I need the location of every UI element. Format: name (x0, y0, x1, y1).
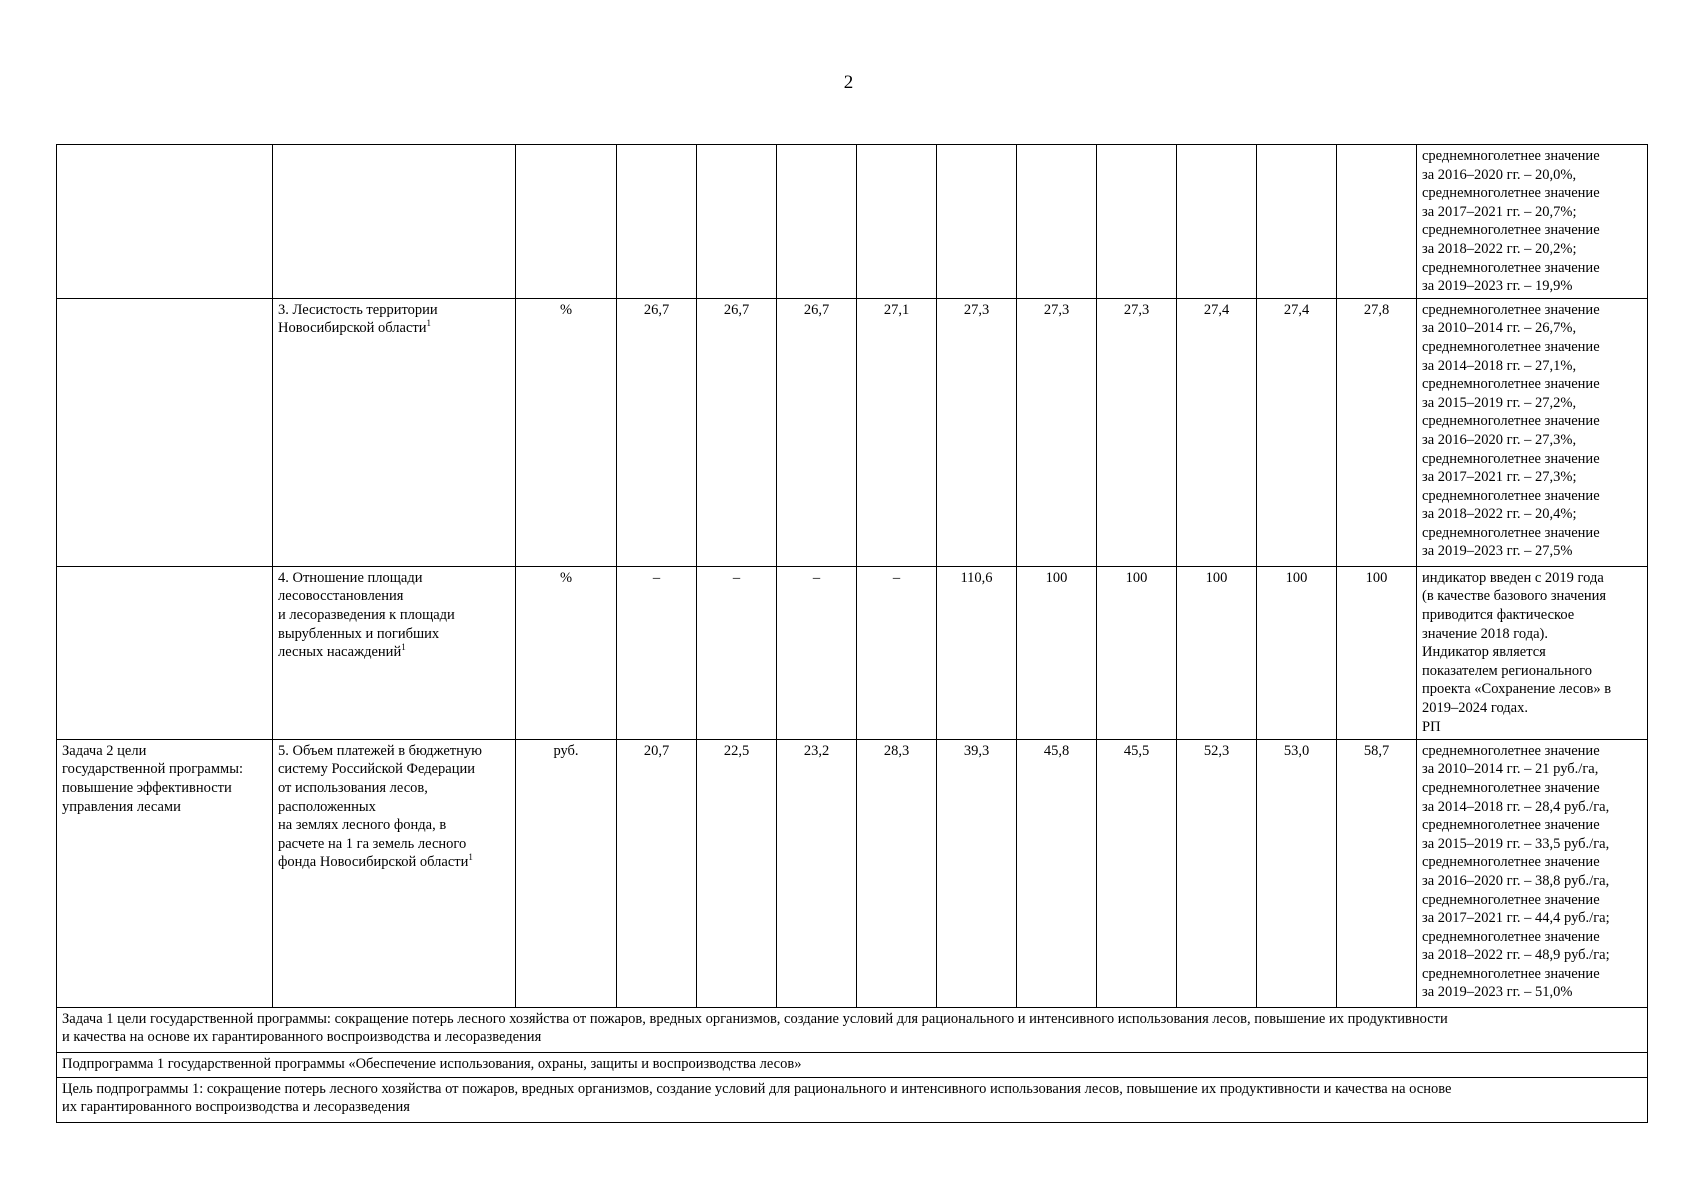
text-line-content: за 2014–2018 гг. – 28,4 руб./га, (1422, 798, 1610, 815)
value-cell: 52,3 (1177, 739, 1257, 1007)
text-line (278, 643, 510, 662)
value-cell: 53,0 (1257, 739, 1337, 1007)
value-cell: – (697, 566, 777, 739)
text-line-content: повышение эффективности (62, 779, 232, 796)
text-line-content: среднемноголетнее значение (1422, 450, 1600, 467)
text-line (1422, 240, 1642, 259)
text-line (1422, 606, 1642, 625)
text-line-content: Задача 1 цели государственной программы: сокращение потерь лесного хозяйства от пожаров, вредных организмов, создание условий для рационального и интенсивного использования лесов, повышение их продуктивности (62, 1010, 1448, 1027)
text-line (278, 798, 510, 817)
text-line (1422, 983, 1642, 1002)
text-line (1422, 319, 1642, 338)
text-line-content: среднемноголетнее значение (1422, 928, 1600, 945)
value-cell: – (857, 566, 937, 739)
value-cell (1097, 145, 1177, 299)
text-line (1422, 909, 1642, 928)
text-line-content: среднемноголетнее значение (1422, 817, 1600, 834)
value-cell: 27,4 (1177, 298, 1257, 566)
text-line (1422, 147, 1642, 166)
text-line (1422, 301, 1642, 320)
section-cell (57, 1077, 1648, 1122)
value-cell: 39,3 (937, 739, 1017, 1007)
table-row (57, 298, 1648, 566)
value-cell: 100 (1257, 566, 1337, 739)
text-line (278, 587, 510, 606)
indicator-cell (273, 566, 516, 739)
text-line-content: среднемноголетнее значение (1422, 222, 1600, 239)
text-line-content: за 2016–2020 гг. – 27,3%, (1422, 431, 1577, 448)
text-line-content: за 2014–2018 гг. – 27,1%, (1422, 357, 1577, 374)
text-line-content: среднемноголетнее значение (1422, 338, 1600, 355)
text-line (1422, 718, 1642, 737)
text-line (278, 301, 510, 320)
note-cell (1417, 145, 1648, 299)
text-line-content: систему Российской Федерации (278, 761, 476, 778)
text-line-content: Индикатор является (1422, 644, 1546, 661)
text-line (1422, 184, 1642, 203)
footnote-marker: 1 (468, 852, 473, 863)
text-line-content: значение 2018 года). (1422, 625, 1548, 642)
text-line-content: среднемноголетнее значение (1422, 376, 1600, 393)
value-cell: 26,7 (777, 298, 857, 566)
indicators-table (56, 144, 1648, 1123)
text-line (278, 779, 510, 798)
text-line-content: (в качестве базового значения (1422, 588, 1607, 605)
text-line (1422, 431, 1642, 450)
text-line (1422, 699, 1642, 718)
text-line-content: приводится фактическое (1422, 606, 1575, 623)
indicator-cell (273, 145, 516, 299)
text-line-content: управления лесами (62, 798, 181, 815)
text-line-content: среднемноголетнее значение (1422, 891, 1600, 908)
section-cell (57, 1007, 1648, 1052)
text-line-content: 2019–2024 годах. (1422, 699, 1528, 716)
text-line-content: за 2015–2019 гг. – 33,5 руб./га, (1422, 835, 1610, 852)
value-cell: 100 (1177, 566, 1257, 739)
text-line-content: лесных насаждений (278, 644, 402, 661)
text-line-content: лесовосстановления (278, 588, 404, 605)
value-cell (1337, 145, 1417, 299)
text-line (1422, 259, 1642, 278)
text-line (1422, 643, 1642, 662)
text-line (1422, 853, 1642, 872)
value-cell: 100 (1017, 566, 1097, 739)
text-line (62, 798, 267, 817)
text-line (62, 1055, 1642, 1074)
table-row (57, 145, 1648, 299)
value-cell: 22,5 (697, 739, 777, 1007)
value-cell: 58,7 (1337, 739, 1417, 1007)
value-cell: 28,3 (857, 739, 937, 1007)
text-line-content: расчете на 1 га земель лесного (278, 835, 467, 852)
text-line-content: среднемноголетнее значение (1422, 301, 1600, 318)
text-line (1422, 662, 1642, 681)
text-line-content: за 2018–2022 гг. – 20,4%; (1422, 506, 1577, 523)
indicator-cell (273, 739, 516, 1007)
text-line-content: среднемноголетнее значение (1422, 524, 1600, 541)
text-line (1422, 587, 1642, 606)
text-line (1422, 542, 1642, 561)
text-line-content: и качества на основе их гарантированного воспроизводства и лесоразведения (62, 1029, 542, 1046)
text-line (1422, 221, 1642, 240)
text-line (278, 625, 510, 644)
value-cell (1177, 145, 1257, 299)
text-line (278, 760, 510, 779)
text-line (1422, 680, 1642, 699)
text-line (278, 569, 510, 588)
text-line-content: Цель подпрограммы 1: сокращение потерь лесного хозяйства от пожаров, вредных организмов, создание условий для рационального и интенсивного использования лесов, повышение их продуктивности и качества на основе (62, 1080, 1452, 1097)
text-line-content: Задача 2 цели (62, 742, 147, 759)
task-cell (57, 739, 273, 1007)
text-line (1422, 760, 1642, 779)
value-cell: – (617, 566, 697, 739)
text-line (62, 1028, 1642, 1047)
text-line-content: 4. Отношение площади (278, 569, 423, 586)
text-line-content: за 2010–2014 гг. – 21 руб./га, (1422, 761, 1599, 778)
text-line (1422, 394, 1642, 413)
text-line-content: вырубленных и погибших (278, 625, 440, 642)
value-cell (1017, 145, 1097, 299)
text-line (278, 816, 510, 835)
value-cell (697, 145, 777, 299)
unit-cell: руб. (516, 739, 617, 1007)
value-cell: 27,8 (1337, 298, 1417, 566)
value-cell: 27,4 (1257, 298, 1337, 566)
text-line-content: их гарантированного воспроизводства и лесоразведения (62, 1099, 410, 1116)
text-line-content: за 2018–2022 гг. – 20,2%; (1422, 240, 1577, 257)
unit-cell: % (516, 298, 617, 566)
text-line (1422, 928, 1642, 947)
text-line-content: за 2017–2021 гг. – 20,7%; (1422, 203, 1577, 220)
text-line (1422, 891, 1642, 910)
text-line (62, 779, 267, 798)
text-line-content: среднемноголетнее значение (1422, 779, 1600, 796)
text-line-content: проекта «Сохранение лесов» в (1422, 681, 1612, 698)
text-line (1422, 505, 1642, 524)
section-row (57, 1052, 1648, 1077)
footnote-marker: 1 (401, 642, 406, 653)
text-line-content: фонда Новосибирской области (278, 854, 469, 871)
text-line-content: 5. Объем платежей в бюджетную (278, 742, 482, 759)
text-line-content: Подпрограмма 1 государственной программы «Обеспечение использования, охраны, защиты и воспроизводства лесов» (62, 1055, 802, 1072)
value-cell: 110,6 (937, 566, 1017, 739)
text-line (1422, 203, 1642, 222)
text-line (278, 835, 510, 854)
text-line-content: среднемноголетнее значение (1422, 185, 1600, 202)
value-cell: 27,3 (1017, 298, 1097, 566)
text-line-content: за 2019–2023 гг. – 51,0% (1422, 984, 1573, 1001)
value-cell: 27,3 (937, 298, 1017, 566)
value-cell: 27,1 (857, 298, 937, 566)
text-line (1422, 450, 1642, 469)
text-line (1422, 779, 1642, 798)
task-cell (57, 566, 273, 739)
value-cell: 27,3 (1097, 298, 1177, 566)
text-line (1422, 487, 1642, 506)
text-line-content: среднемноголетнее значение (1422, 742, 1600, 759)
unit-cell (516, 145, 617, 299)
text-line (1422, 872, 1642, 891)
text-line-content: и лесоразведения к площади (278, 606, 455, 623)
value-cell (857, 145, 937, 299)
text-line (1422, 816, 1642, 835)
text-line-content: за 2019–2023 гг. – 19,9% (1422, 278, 1573, 295)
text-line-content: за 2017–2021 гг. – 44,4 руб./га; (1422, 910, 1610, 927)
text-line (1422, 946, 1642, 965)
value-cell: 20,7 (617, 739, 697, 1007)
note-cell (1417, 739, 1648, 1007)
text-line-content: за 2018–2022 гг. – 48,9 руб./га; (1422, 947, 1610, 964)
value-cell (1257, 145, 1337, 299)
text-line-content: за 2016–2020 гг. – 38,8 руб./га, (1422, 872, 1610, 889)
text-line-content: расположенных (278, 798, 376, 815)
value-cell: 45,8 (1017, 739, 1097, 1007)
text-line (1422, 742, 1642, 761)
value-cell: 100 (1097, 566, 1177, 739)
text-line (278, 606, 510, 625)
text-line-content: за 2017–2021 гг. – 27,3%; (1422, 469, 1577, 486)
table-row (57, 739, 1648, 1007)
text-line (1422, 412, 1642, 431)
text-line (1422, 357, 1642, 376)
text-line-content: за 2010–2014 гг. – 26,7%, (1422, 320, 1577, 337)
text-line (1422, 338, 1642, 357)
text-line (1422, 625, 1642, 644)
value-cell: 45,5 (1097, 739, 1177, 1007)
text-line-content: среднемноголетнее значение (1422, 854, 1600, 871)
text-line (1422, 166, 1642, 185)
text-line (1422, 277, 1642, 296)
value-cell (777, 145, 857, 299)
text-line (1422, 375, 1642, 394)
indicator-cell (273, 298, 516, 566)
text-line (1422, 524, 1642, 543)
text-line-content: среднемноголетнее значение (1422, 965, 1600, 982)
footnote-marker: 1 (426, 318, 432, 329)
text-line-content: среднемноголетнее значение (1422, 487, 1600, 504)
text-line (1422, 835, 1642, 854)
text-line (278, 319, 510, 338)
text-line (278, 853, 510, 872)
value-cell: 26,7 (617, 298, 697, 566)
text-line-content: 3. Лесистость территории (278, 301, 438, 318)
text-line-content: за 2015–2019 гг. – 27,2%, (1422, 394, 1577, 411)
text-line (62, 760, 267, 779)
text-line-content: РП (1422, 718, 1441, 735)
value-cell: 100 (1337, 566, 1417, 739)
text-line-content: индикатор введен с 2019 года (1422, 569, 1604, 586)
text-line (1422, 468, 1642, 487)
text-line-content: среднемноголетнее значение (1422, 259, 1600, 276)
text-line-content: показателем регионального (1422, 662, 1592, 679)
task-cell (57, 145, 273, 299)
table-row (57, 566, 1648, 739)
text-line-content: среднемноголетнее значение (1422, 148, 1600, 164)
value-cell: – (777, 566, 857, 739)
text-line-content: на землях лесного фонда, в (278, 817, 447, 834)
section-row (57, 1077, 1648, 1122)
value-cell (617, 145, 697, 299)
text-line (62, 1098, 1642, 1117)
text-line-content: от использования лесов, (278, 779, 428, 796)
text-line (1422, 569, 1642, 588)
text-line-content: за 2019–2023 гг. – 27,5% (1422, 543, 1573, 560)
section-row (57, 1007, 1648, 1052)
section-cell (57, 1052, 1648, 1077)
text-line-content: за 2016–2020 гг. – 20,0%, (1422, 166, 1577, 183)
text-line (1422, 965, 1642, 984)
text-line-content: государственной программы: (62, 761, 243, 778)
value-cell: 23,2 (777, 739, 857, 1007)
text-line (62, 742, 267, 761)
text-line-content: Новосибирской области (278, 320, 427, 337)
note-cell (1417, 566, 1648, 739)
value-cell (937, 145, 1017, 299)
text-line (1422, 798, 1642, 817)
task-cell (57, 298, 273, 566)
value-cell: 26,7 (697, 298, 777, 566)
text-line (278, 742, 510, 761)
unit-cell: % (516, 566, 617, 739)
text-line (62, 1080, 1642, 1099)
text-line-content: среднемноголетнее значение (1422, 413, 1600, 430)
note-cell (1417, 298, 1648, 566)
text-line (62, 1010, 1642, 1029)
page-number: 2 (843, 72, 854, 93)
